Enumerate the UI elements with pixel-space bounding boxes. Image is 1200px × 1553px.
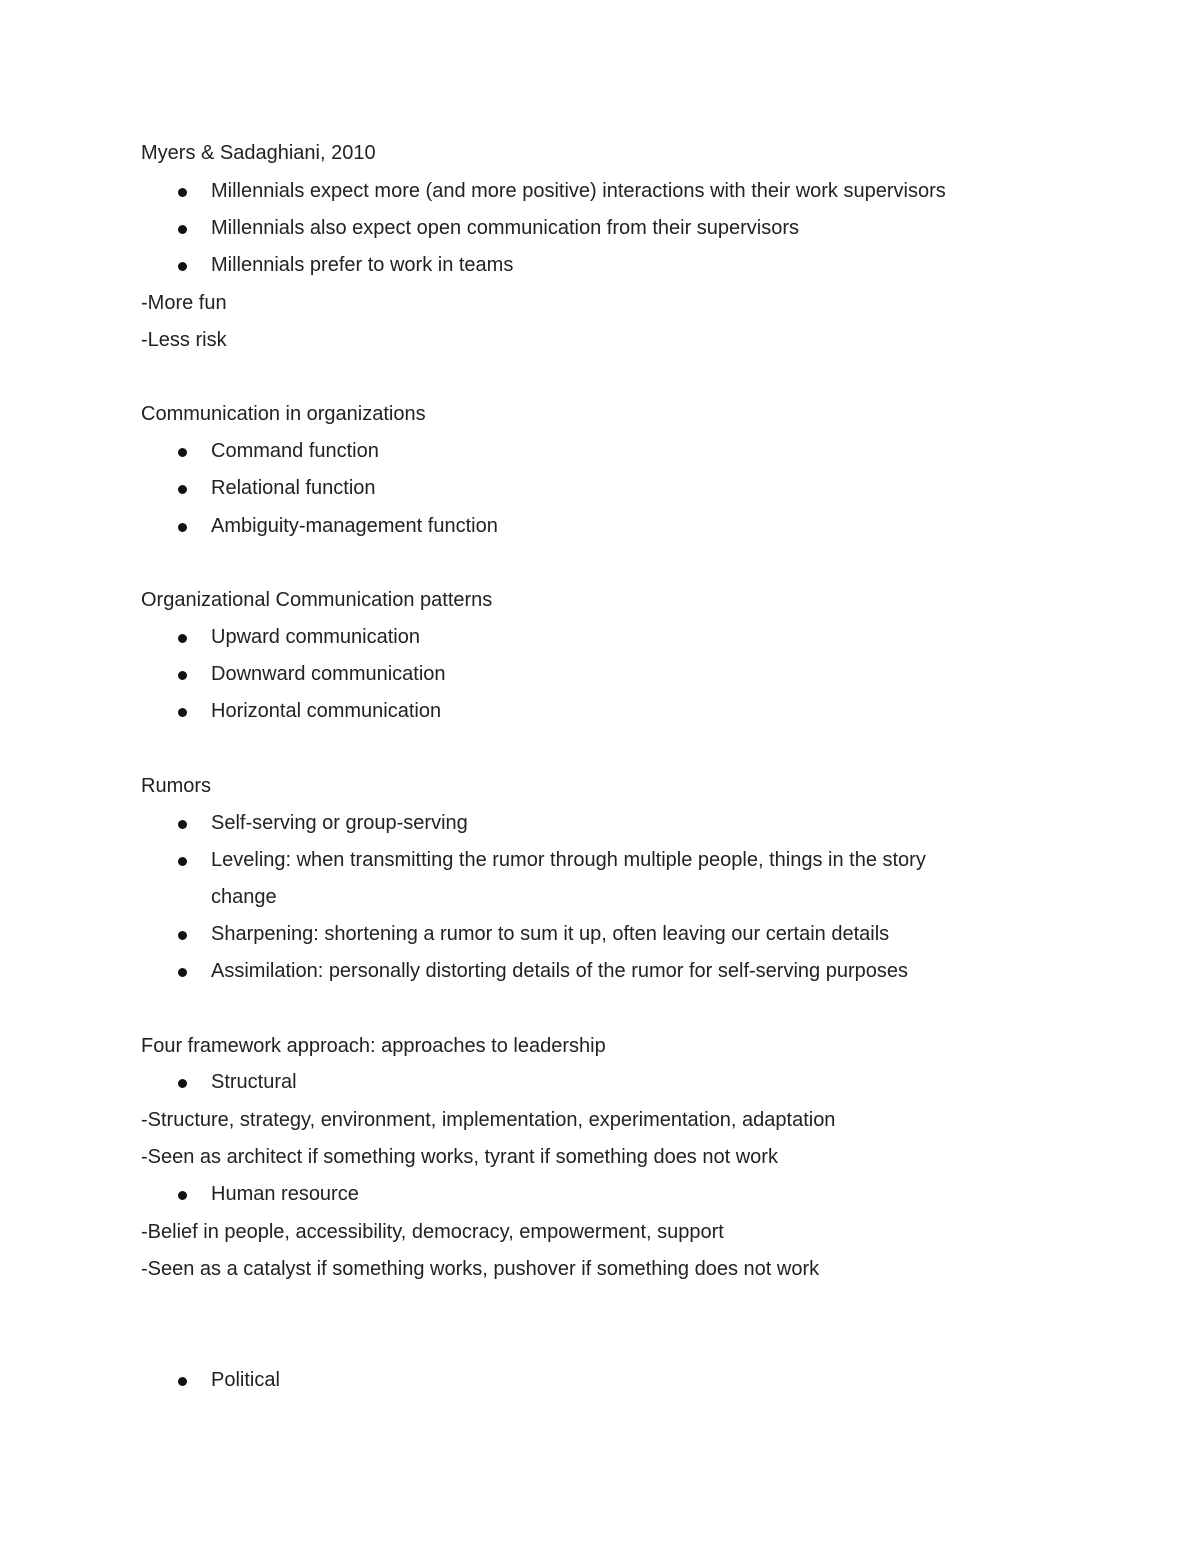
- bullet-icon: [178, 1191, 187, 1200]
- list-item: Millennials prefer to work in teams: [211, 254, 514, 276]
- note-line: -More fun: [141, 292, 227, 314]
- bullet-icon: [178, 448, 187, 457]
- list-item: Upward communication: [211, 626, 420, 648]
- note-line: -Seen as a catalyst if something works, pushover if something does not work: [141, 1258, 820, 1280]
- bullet-icon: [178, 931, 187, 940]
- bullet-icon: [178, 820, 187, 829]
- bullet-icon: [178, 671, 187, 680]
- bullet-icon: [178, 485, 187, 494]
- note-line: -Seen as architect if something works, tyrant if something does not work: [141, 1146, 778, 1168]
- note-line: -Structure, strategy, environment, implementation, experimentation, adaptation: [141, 1109, 836, 1131]
- bullet-icon: [178, 857, 187, 866]
- list-item-political: Political: [211, 1369, 280, 1391]
- list-item: Sharpening: shortening a rumor to sum it up, often leaving our certain details: [211, 923, 890, 945]
- note-line: -Less risk: [141, 329, 227, 351]
- list-item-structural: Structural: [211, 1071, 297, 1093]
- section-heading: Organizational Communication patterns: [141, 589, 493, 611]
- list-item: Self-serving or group-serving: [211, 812, 468, 834]
- list-item: Relational function: [211, 477, 376, 499]
- list-item: Horizontal communication: [211, 700, 442, 722]
- list-item: Leveling: when transmitting the rumor through multiple people, things in the story: [211, 849, 926, 871]
- bullet-icon: [178, 708, 187, 717]
- section-heading: Communication in organizations: [141, 403, 426, 425]
- bullet-icon: [178, 1377, 187, 1386]
- bullet-icon: [178, 523, 187, 532]
- note-line: -Belief in people, accessibility, democracy, empowerment, support: [141, 1221, 724, 1243]
- list-item: Ambiguity-management function: [211, 515, 498, 537]
- bullet-icon: [178, 968, 187, 977]
- bullet-icon: [178, 188, 187, 197]
- list-item: Command function: [211, 440, 379, 462]
- bullet-icon: [178, 225, 187, 234]
- list-item: Millennials expect more (and more positive) interactions with their work supervisors: [211, 180, 946, 202]
- section-heading: Myers & Sadaghiani, 2010: [141, 142, 376, 164]
- bullet-icon: [178, 634, 187, 643]
- bullet-icon: [178, 262, 187, 271]
- list-item: Downward communication: [211, 663, 446, 685]
- list-item-continuation: change: [211, 886, 277, 908]
- bullet-icon: [178, 1079, 187, 1088]
- list-item-human-resource: Human resource: [211, 1183, 359, 1205]
- section-heading: Four framework approach: approaches to leadership: [141, 1035, 606, 1057]
- list-item: Millennials also expect open communication from their supervisors: [211, 217, 800, 239]
- section-heading: Rumors: [141, 775, 212, 797]
- list-item: Assimilation: personally distorting details of the rumor for self-serving purposes: [211, 960, 908, 982]
